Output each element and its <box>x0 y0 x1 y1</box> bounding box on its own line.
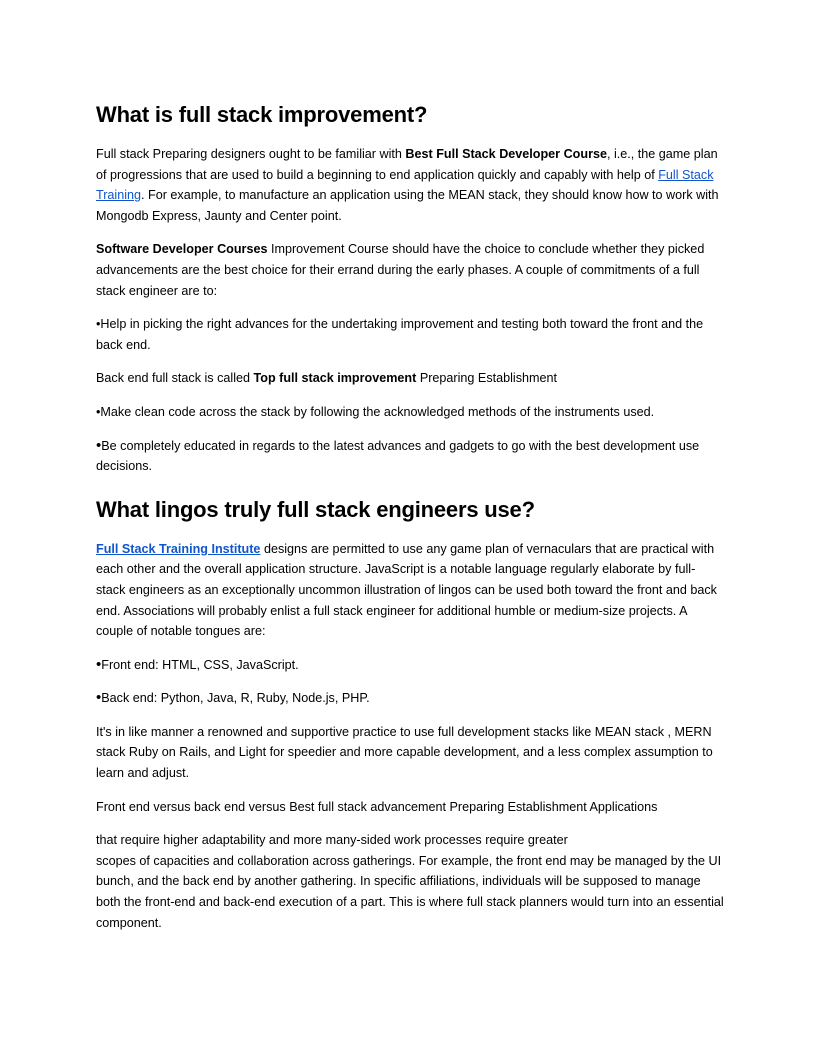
text-run: scopes of capacities and collaboration across gatherings. For example, the front end may be managed by the UI bunch, and the back end by another gathering. In specific affiliations, individuals will be supposed to manage both the front-end and back-end execution of a part. This is where full stack planners would turn into an essential component. <box>96 853 724 930</box>
text-run: . For example, to manufacture an application using the MEAN stack, they should know how to work with Mongodb Express, Jaunty and Center point. <box>96 188 719 223</box>
bold-text-top-full-stack: Top full stack improvement <box>253 371 417 386</box>
paragraph-institute <box>96 539 724 642</box>
paragraph-stacks: It's in like manner a renowned and supportive practice to use full development stacks like MEAN stack , MERN stack Ruby on Rails, and Light for speedier and more capable development, and a less complex assumption to learn and adjust. <box>96 724 713 781</box>
bullet-icon: • <box>96 317 101 332</box>
paragraph-software-courses <box>96 239 724 301</box>
bullet-icon: • <box>96 689 102 707</box>
bullet-icon: • <box>96 436 102 454</box>
bullet-item-help-picking <box>96 314 724 355</box>
text-run: Full stack Preparing designers ought to be familiar with <box>96 147 406 161</box>
link-full-stack-training-institute[interactable]: Full Stack Training Institute <box>96 541 261 556</box>
text-line: that require higher adaptability and more many-sided work processes require greater <box>96 833 568 848</box>
bullet-text: Help in picking the right advances for the undertaking improvement and testing both toward the front and the back end. <box>96 317 704 352</box>
bullet-item-educated <box>96 436 724 477</box>
section-heading-lingos: What lingos truly full stack engineers use? <box>96 496 535 522</box>
text-run: Back end full stack is called <box>96 371 254 386</box>
bullet-text: Back end: Python, Java, R, Ruby, Node.js, PHP. <box>101 691 370 706</box>
bullet-text: Make clean code across the stack by following the acknowledged methods of the instruments used. <box>100 404 655 419</box>
text-run: designs are permitted to use any game plan of vernaculars that are practical with each other and the overall application structure. JavaScript is a notable language regularly elaborate by full-stack engineers as an exceptionally uncommon illustration of lingos can be used both toward the front and back end. Associations will probably enlist a full stack engineer for additional humble or medium-size projects. A couple of notable tongues are: <box>96 541 717 639</box>
text-run: Improvement Course should have the choice to conclude whether they picked advancements are the best choice for their errand during the early phases. A couple of commitments of a full stack engineer are to: <box>96 242 705 298</box>
bold-text-course: Best Full Stack Developer Course <box>405 147 607 161</box>
paragraph-front-vs-back: Front end versus back end versus Best full stack advancement Preparing Establishment Applications <box>96 799 658 814</box>
link-full-stack-training[interactable]: Full Stack Training <box>96 167 714 203</box>
bullet-icon: • <box>96 655 102 673</box>
bullet-item-clean-code <box>96 402 724 423</box>
bold-text-software-courses: Software Developer Courses <box>96 242 268 257</box>
bullet-item-front-end <box>96 655 724 676</box>
bullet-icon: • <box>96 404 101 419</box>
bullet-text: Front end: HTML, CSS, JavaScript. <box>101 657 299 672</box>
text-run: , i.e., the game plan of progressions that are used to build a beginning to end application quickly and capably with help of <box>96 147 718 182</box>
paragraph-back-end <box>96 368 724 389</box>
text-run: Preparing Establishment <box>416 371 558 386</box>
bullet-item-back-end <box>96 688 724 709</box>
bullet-text: Be completely educated in regards to the latest advances and gadgets to go with the best development use decisions. <box>96 438 700 474</box>
paragraph-intro <box>96 144 724 226</box>
document-page <box>96 98 724 946</box>
paragraph-applications <box>96 830 724 933</box>
section-heading-full-stack-improvement: What is full stack improvement? <box>96 102 428 127</box>
